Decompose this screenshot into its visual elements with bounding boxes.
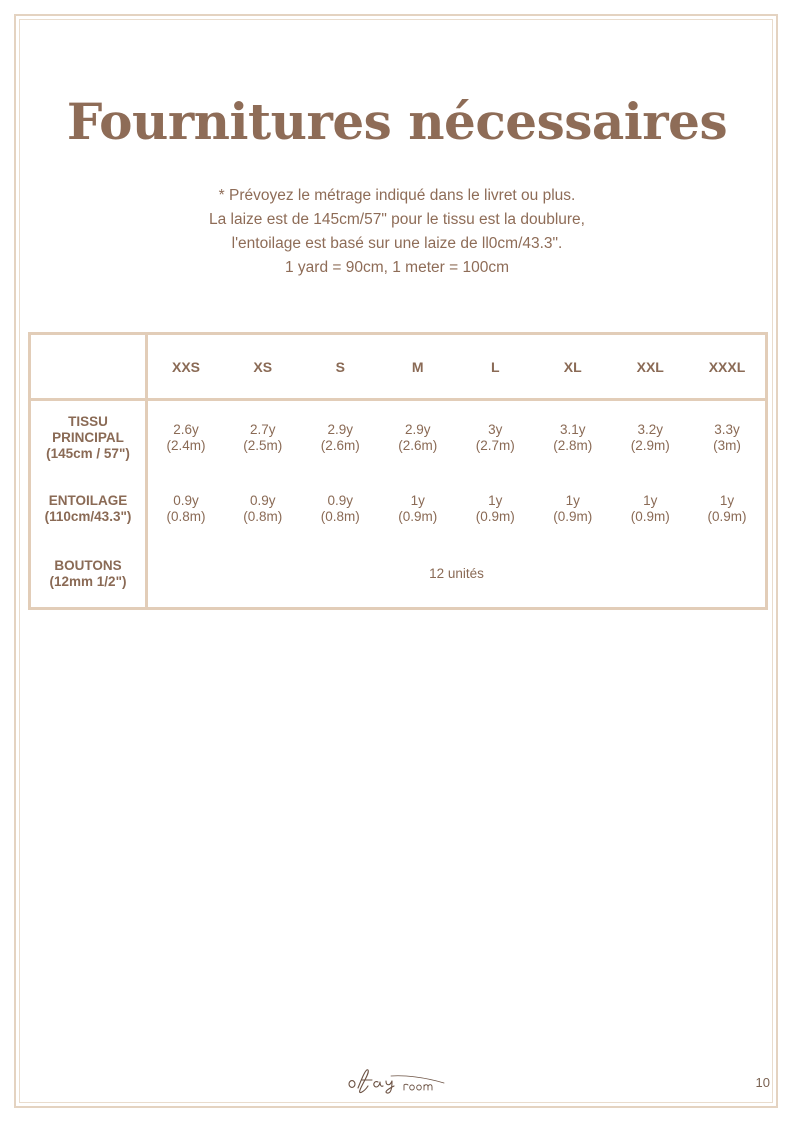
size-header-l: L <box>490 358 500 375</box>
page-number: 10 <box>755 1075 770 1090</box>
row-label-tissu-principal <box>30 400 147 476</box>
table-row <box>30 542 767 609</box>
qty-yards: 1y <box>410 492 425 508</box>
row-label-line: BOUTONS <box>54 558 122 574</box>
qty-cell <box>689 400 767 476</box>
size-header-xl: XL <box>563 358 582 375</box>
qty-yards: 1y <box>565 492 580 508</box>
qty-meters: (3m) <box>713 438 741 454</box>
note-line: La laize est de 145cm/57" pour le tissu est la doublure, <box>208 211 585 228</box>
qty-meters: (0.8m) <box>320 508 360 524</box>
qty-meters: (2.6m) <box>320 438 360 454</box>
qty-yards: 2.9y <box>404 422 431 438</box>
qty-cell <box>224 400 302 476</box>
qty-cell <box>379 400 457 476</box>
size-header-xxl: XXL <box>636 358 664 375</box>
size-header-xs: XS <box>253 358 273 375</box>
qty-cell <box>612 476 690 542</box>
empty-corner-cell <box>30 334 147 400</box>
qty-cell <box>689 476 767 542</box>
row-label-line: (110cm/43.3") <box>44 508 132 524</box>
qty-cell <box>379 476 457 542</box>
qty-yards: 3y <box>488 422 503 438</box>
qty-meters: (0.9m) <box>475 508 515 524</box>
qty-cell <box>302 476 380 542</box>
qty-cell <box>457 400 535 476</box>
qty-yards: 0.9y <box>249 492 276 508</box>
size-header-m: M <box>411 358 424 375</box>
qty-meters: (0.9m) <box>630 508 670 524</box>
qty-meters: (2.5m) <box>243 438 283 454</box>
qty-meters: (2.8m) <box>553 438 593 454</box>
qty-cell <box>534 476 612 542</box>
supplies-table <box>28 332 768 610</box>
qty-meters: (2.6m) <box>398 438 438 454</box>
row-label-line: TISSU <box>68 414 108 430</box>
qty-yards: 3.1y <box>559 422 586 438</box>
qty-yards: 1y <box>643 492 658 508</box>
row-label-entoilage <box>30 476 147 542</box>
qty-cell <box>224 476 302 542</box>
qty-meters: (0.9m) <box>707 508 747 524</box>
qty-yards: 3.3y <box>714 422 740 438</box>
qty-yards: 2.7y <box>249 422 276 438</box>
note-line: l'entoilage est basé sur une laize de ll0cm/43.3". <box>231 235 563 252</box>
qty-cell <box>534 400 612 476</box>
qty-meters: (2.4m) <box>166 438 206 454</box>
qty-yards: 3.2y <box>637 422 664 438</box>
row-label-line: PRINCIPAL <box>52 430 124 446</box>
page-title: Fournitures nécessaires <box>66 92 728 151</box>
qty-yards: 1y <box>719 492 735 508</box>
brand-logo <box>344 1064 450 1094</box>
buttons-quantity: 12 unités <box>429 566 484 582</box>
note-line: 1 yard = 90cm, 1 meter = 100cm <box>285 259 509 276</box>
table-row <box>30 400 767 476</box>
qty-meters: (2.7m) <box>475 438 515 454</box>
qty-meters: (0.8m) <box>166 508 206 524</box>
supplies-note <box>0 184 794 280</box>
qty-meters: (0.9m) <box>398 508 438 524</box>
qty-cell <box>147 476 225 542</box>
qty-meters: (0.9m) <box>553 508 593 524</box>
note-line: * Prévoyez le métrage indiqué dans le livret ou plus. <box>218 187 576 204</box>
qty-cell <box>302 400 380 476</box>
row-label-boutons <box>30 542 147 609</box>
qty-yards: 1y <box>488 492 503 508</box>
table-row <box>30 476 767 542</box>
qty-yards: 0.9y <box>327 492 354 508</box>
qty-meters: (0.8m) <box>243 508 283 524</box>
qty-meters: (2.9m) <box>630 438 670 454</box>
table-header-row <box>30 334 767 400</box>
qty-cell <box>457 476 535 542</box>
qty-yards: 0.9y <box>173 492 199 508</box>
row-label-line: (145cm / 57") <box>46 446 130 462</box>
qty-yards: 2.6y <box>173 422 199 438</box>
row-label-line: (12mm 1/2") <box>49 574 127 590</box>
size-header-xxxl: XXXL <box>708 358 746 375</box>
size-header-s: S <box>335 358 345 375</box>
qty-yards: 2.9y <box>327 422 354 438</box>
size-header-xxs: XXS <box>171 358 200 375</box>
qty-cell <box>147 400 225 476</box>
qty-cell <box>612 400 690 476</box>
row-label-line: ENTOILAGE <box>48 492 128 508</box>
